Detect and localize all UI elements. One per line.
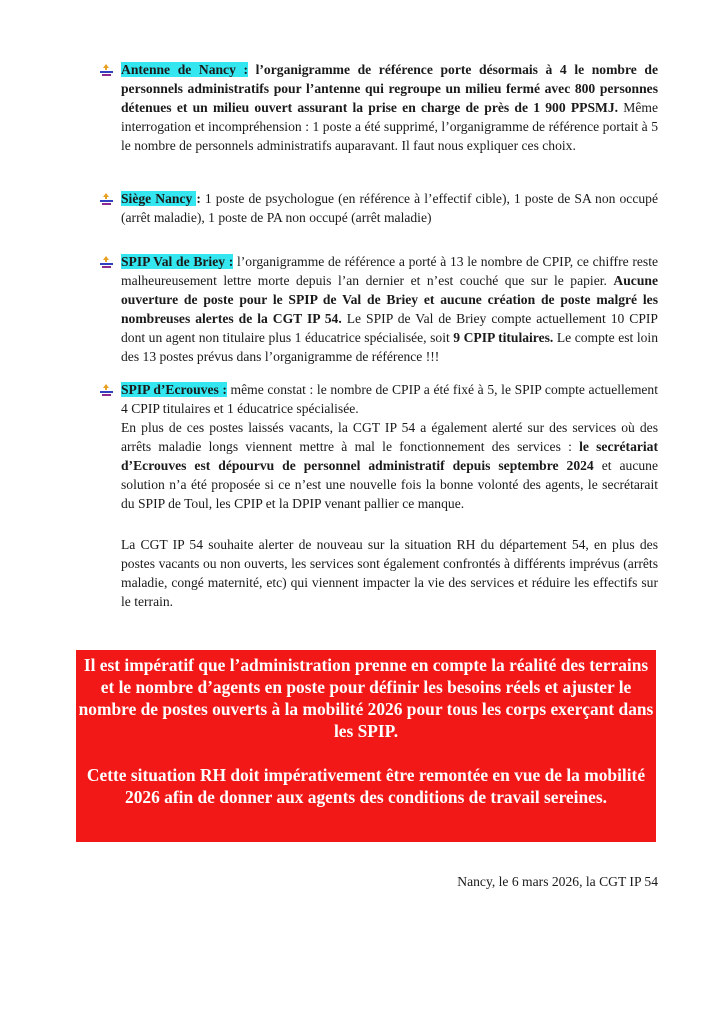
list-item-siege-nancy xyxy=(100,189,658,227)
item-text: Siège Nancy : 1 poste de psychologue (en référence à l’effectif cible), 1 poste de SA non occupé (arrêt maladie), 1 poste de PA non occupé (arrêt maladie) xyxy=(121,191,658,225)
signature: Nancy, le 6 mars 2026, la CGT IP 54 xyxy=(457,874,658,889)
arrow-bullet-icon xyxy=(100,193,113,205)
arrow-bullet-icon xyxy=(100,64,113,76)
list-item-spip-val-de-briey xyxy=(100,252,658,366)
alert-banner xyxy=(76,650,656,842)
arrow-bullet-icon xyxy=(100,256,113,268)
banner-statement-2: Cette situation RH doit impérativement être remontée en vue de la mobilité 2026 afin de donner aux agents des conditions de travail sereines. xyxy=(86,765,646,807)
item-text: SPIP Val de Briey : l’organigramme de référence a porté à 13 le nombre de CPIP, ce chiffre reste malheureusement lettre morte depuis l’an dernier et n’est couché que sur le papier. Aucune ouverture de poste pour le SPIP de Val de Briey et aucune création de poste malgré les nombreuses alertes de la CGT IP 54. Le SPIP de Val de Briey compte actuellement 10 CPIP dont un agent non titulaire plus 1 éducatrice spécialisée, soit 9 CPIP titulaires. Le compte est loin des 13 postes prévus dans l’organigramme de référence !!! xyxy=(121,254,658,364)
item-text: Antenne de Nancy : l’organigramme de référence porte désormais à 4 le nombre de personnels administratifs pour l’antenne qui regroupe un milieu fermé avec 800 personnes détenues et un milieu ouvert assurant la prise en charge de près de 1 900 PPSMJ. Même interrogation et incompréhension : 1 poste a été supprimé, l’organigramme de référence portait à 5 le nombre de personnels administratifs auparavant. Il faut nous expliquer ces choix. xyxy=(121,62,658,153)
item-label: SPIP Val de Briey : xyxy=(121,254,234,269)
item-text-continued: En plus de ces postes laissés vacants, la CGT IP 54 a également alerté sur des services où des arrêts maladie longs viennent mettre à mal le fonctionnement des services : le secrétariat d’Ecrouves est dépourvu de personnel administratif depuis septembre 2024 et aucune solution n’a été proposée si ce n’est une nouvelle fois la bonne volonté des agents, le secrétarait du SPIP de Toul, les CPIP et la DPIP venant pallier ce manque. xyxy=(121,420,659,511)
list-item-antenne-nancy xyxy=(100,60,658,155)
list-item-spip-ecrouves xyxy=(100,380,658,513)
item-label: Siège Nancy xyxy=(121,191,197,206)
item-text: SPIP d’Ecrouves : même constat : le nombre de CPIP a été fixé à 5, le SPIP compte actuellement 4 CPIP titulaires et 1 éducatrice spécialisée. xyxy=(121,382,659,416)
alert-paragraph: La CGT IP 54 souhaite alerter de nouveau sur la situation RH du département 54, en plus des postes vacants ou non ouverts, les services sont également confrontés à différents imprévus (arrêts maladie, congé maternité, etc) qui viennent impacter la vie des services et réduire les effectifs sur le terrain. xyxy=(121,537,658,609)
banner-statement-1: Il est impératif que l’administration prenne en compte la réalité des terrains et le nombre d’agents en poste pour définir les besoins réels et ajuster le nombre de postes ouverts à la mobilité 2026 pour tous les corps exerçant dans les SPIP. xyxy=(78,655,654,741)
item-label: Antenne de Nancy : xyxy=(121,62,249,77)
item-label: SPIP d’Ecrouves : xyxy=(121,382,227,397)
arrow-bullet-icon xyxy=(100,384,113,396)
